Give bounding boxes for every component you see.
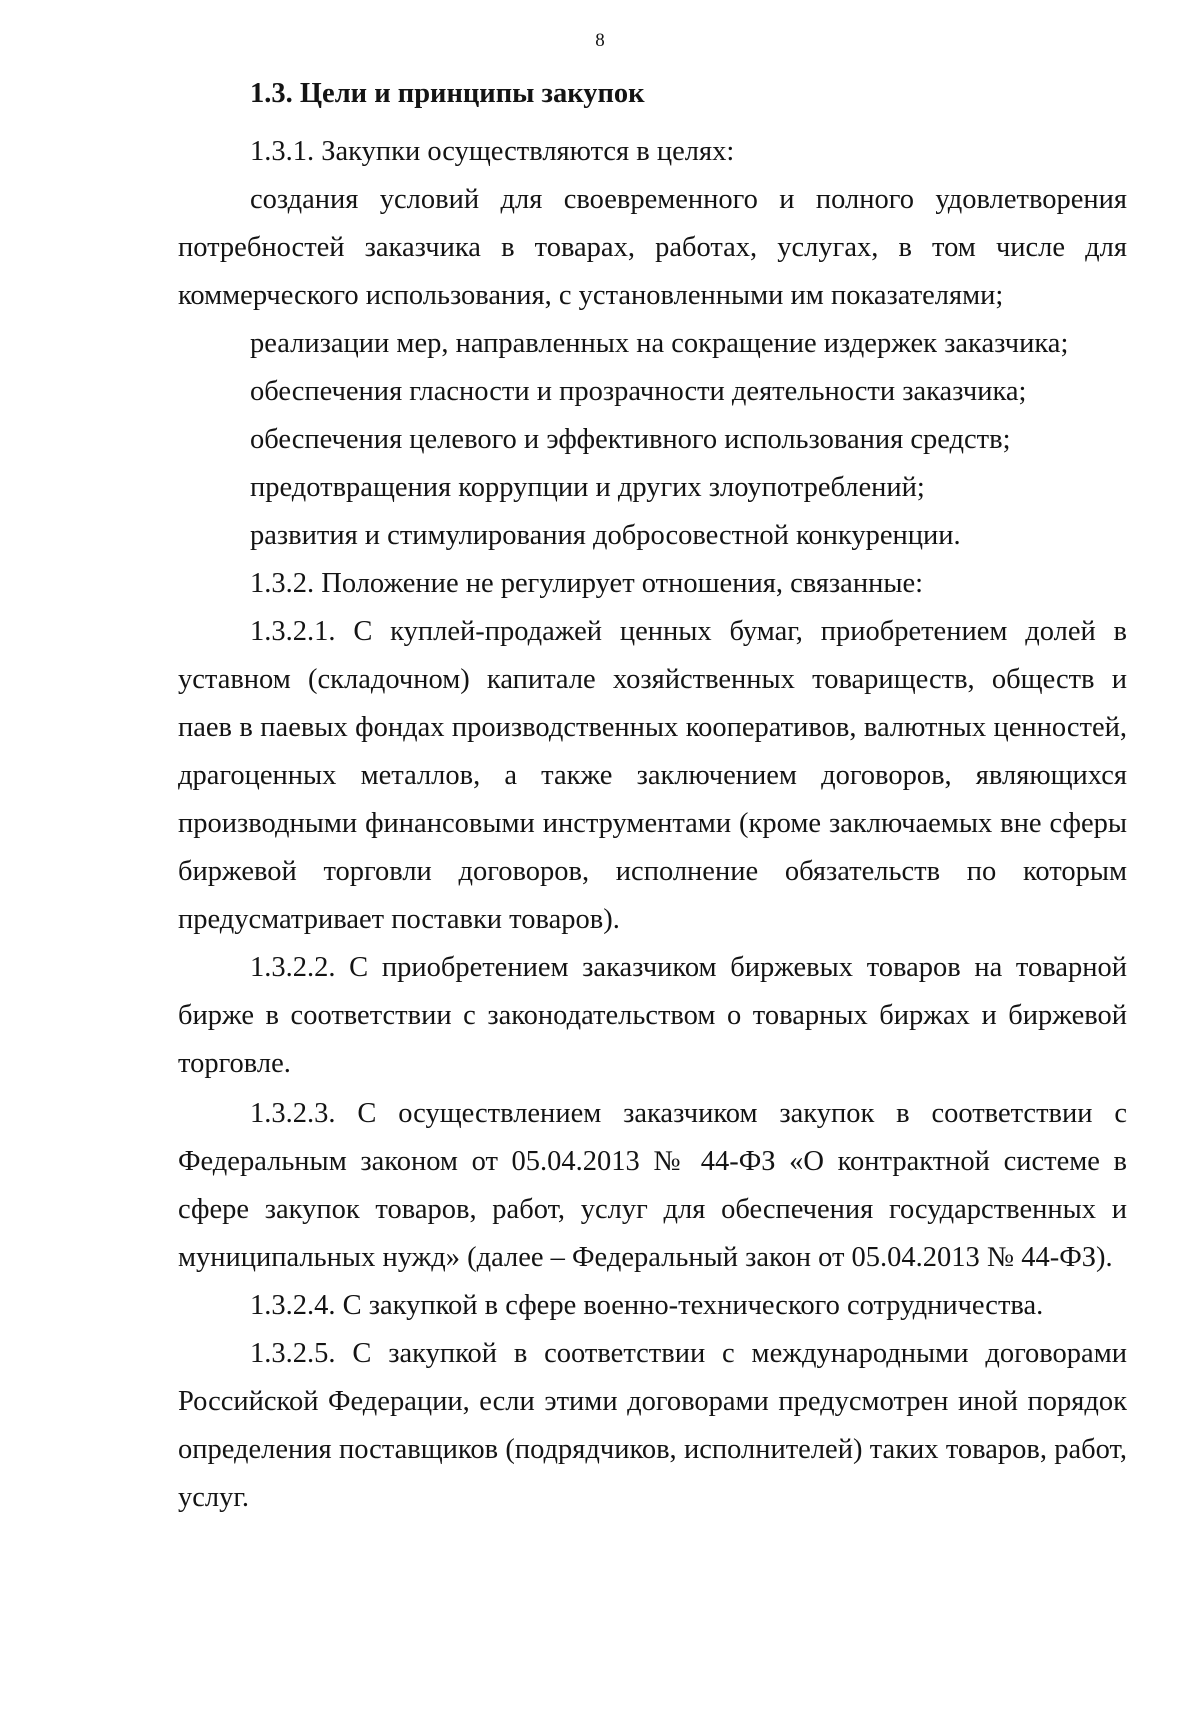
- section-heading: 1.3. Цели и принципы закупок: [250, 78, 645, 109]
- paragraph-goal-cost-reduction: реализации мер, направленных на сокращение издержек заказчика;: [250, 328, 1069, 359]
- page-number: 8: [595, 30, 605, 51]
- document-body: [178, 70, 1127, 1522]
- paragraph-goal-competition: развития и стимулирования добросовестной конкуренции.: [250, 520, 961, 551]
- paragraph-1-3-2: 1.3.2. Положение не регулирует отношения, связанные:: [250, 568, 924, 599]
- paragraph-1-3-2-3: 1.3.2.3. С осуществлением заказчиком закупок в соответствии с Федеральным законом от 05.04.2013 № 44-ФЗ «О контрактной системе в сфере закупок товаров, работ, услуг для обеспечения государственных и муниципальных нужд» (далее – Федеральный закон от 05.04.2013 № 44-ФЗ).: [178, 1098, 1127, 1273]
- paragraph-1-3-1: 1.3.1. Закупки осуществляются в целях:: [250, 136, 735, 167]
- paragraph-1-3-2-4: 1.3.2.4. С закупкой в сфере военно-технического сотрудничества.: [250, 1290, 1044, 1321]
- paragraph-1-3-2-5: 1.3.2.5. С закупкой в соответствии с международными договорами Российской Федерации, если этими договорами предусмотрен иной порядок определения поставщиков (подрядчиков, исполнителей) таких товаров, работ, услуг.: [178, 1338, 1127, 1513]
- paragraph-goal-transparency: обеспечения гласности и прозрачности деятельности заказчика;: [250, 376, 1027, 407]
- paragraph-goal-efficient-use: обеспечения целевого и эффективного использования средств;: [250, 424, 1011, 455]
- paragraph-goal-conditions: создания условий для своевременного и полного удовлетворения потребностей заказчика в товарах, работах, услугах, в том числе для коммерческого использования, с установленными им показателями;: [178, 184, 1127, 311]
- paragraph-1-3-2-2: 1.3.2.2. С приобретением заказчиком биржевых товаров на товарной бирже в соответствии с законодательством о товарных биржах и биржевой торговле.: [178, 952, 1127, 1079]
- paragraph-goal-anti-corruption: предотвращения коррупции и других злоупотреблений;: [250, 472, 925, 503]
- paragraph-1-3-2-1: 1.3.2.1. С куплей-продажей ценных бумаг, приобретением долей в уставном (складочном) капитале хозяйственных товариществ, обществ и паев в паевых фондах производственных кооперативов, валютных ценностей, драгоценных металлов, а также заключением договоров, являющихся производными финансовыми инструментами (кроме заключаемых вне сферы биржевой торговли договоров, исполнение обязательств по которым предусматривает поставки товаров).: [178, 616, 1127, 935]
